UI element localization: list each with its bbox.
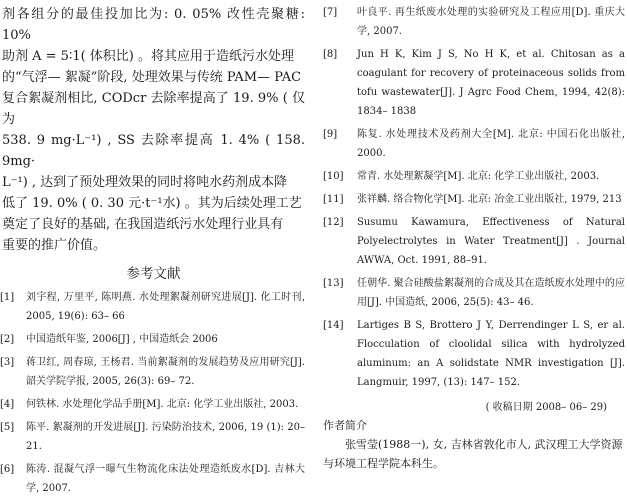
- left-column: [0, 0, 307, 498]
- reference-item: [323, 45, 627, 121]
- body-line: 复合絮凝剂相比, CODcr 去除率提高了 19. 9% ( 仅为: [2, 91, 305, 127]
- reference-number: [10]: [323, 171, 344, 182]
- body-paragraph: [2, 4, 305, 256]
- reference-text: 常青. 水处理絮凝学[M]. 北京: 化学工业出版社, 2003.: [357, 171, 600, 182]
- references-list-left: [0, 288, 307, 498]
- references-list-right: [323, 3, 627, 392]
- reference-item: [323, 125, 627, 163]
- reference-number: [12]: [323, 217, 344, 228]
- reference-item: [0, 418, 307, 456]
- received-date: ( 收稿日期 2008– 06– 29): [485, 402, 607, 413]
- reference-item: [0, 288, 307, 326]
- reference-number: [7]: [323, 7, 338, 18]
- reference-number: [13]: [323, 278, 344, 289]
- body-line: L⁻¹) , 达到了预处理效果的同时将吨水药剂成本降: [2, 175, 288, 190]
- reference-item: [323, 213, 627, 270]
- reference-text: 陈平. 絮凝剂的开发进展[J]. 污染防治技术, 2006, 19 (1): 20– 21.: [26, 422, 305, 452]
- reference-number: [8]: [323, 49, 338, 60]
- reference-number: [11]: [323, 194, 344, 205]
- author-intro-title: 作者简介: [323, 419, 367, 432]
- body-line: 低了 19. 0% ( 0. 30 元·t⁻¹水) 。其为后续处理工艺: [2, 196, 302, 211]
- body-line: 538. 9 mg·L⁻¹) , SS 去除率提高 1. 4% ( 158. 9mg·: [2, 133, 305, 169]
- reference-text: 何铁林. 水处理化学品手册[M]. 北京: 化学工业出版社, 2003.: [26, 399, 299, 410]
- reference-text: 叶良平. 再生纸废水处理的实验研究及工程应用[D]. 重庆大学, 2007.: [357, 7, 625, 37]
- reference-text: 蒋卫红, 周春琼, 王杨君. 当前絮凝剂的发展趋势及应用研究[J]. 韶关学院学报, 2005, 26(3): 69– 72.: [26, 357, 305, 387]
- reference-text: Susumu Kawamura, Effectiveness of Natural Polyelectrolytes in Water Treatment[J] . Journal AWWA, Oct. 1991, 88–91.: [357, 217, 625, 266]
- reference-number: [14]: [323, 320, 344, 331]
- reference-number: [6]: [0, 464, 15, 475]
- author-intro-text: 张雪莹(1988一), 女, 吉林省敦化市人, 武汉理工大学资源与环境工程学院本科生。: [323, 438, 623, 470]
- reference-text: Jun H K, Kim J S, No H K, et al. Chitosan as a coagulant for recovery of proteinaceous solids from tofu wastewater[J]. J Agrc Food Chem, 1994, 42(8): 1834– 1838: [357, 49, 625, 117]
- body-line: 奠定了良好的基础, 在我国造纸污水处理行业具有: [2, 217, 284, 232]
- reference-text: 任朝华. 聚合硅酸盐絮凝剂的合成及其在造纸废水处理中的应用[J]. 中国造纸, 2006, 25(5): 43– 46.: [357, 278, 625, 308]
- body-line: 助剂 A = 5∶1( 体积比) 。将其应用于造纸污水处理: [2, 49, 295, 64]
- body-line: 剂各组分的最佳投加比为: 0. 05% 改性壳聚糖: 10%: [2, 7, 305, 43]
- reference-number: [2]: [0, 334, 15, 345]
- reference-item: [323, 316, 627, 392]
- reference-text: 张祥麟. 络合物化学[M]. 北京: 冶金工业出版社, 1979, 213: [357, 194, 622, 205]
- reference-text: 中国造纸年鉴, 2006[J] , 中国造纸会 2006: [26, 334, 218, 345]
- reference-number: [5]: [0, 422, 15, 433]
- reference-item: [0, 395, 307, 414]
- body-line: 重要的推广价值。: [2, 238, 107, 253]
- reference-text: 陈复. 水处理技术及药剂大全[M]. 北京: 中国石化出版社, 2000.: [357, 129, 625, 159]
- references-heading: 参考文献: [126, 266, 181, 282]
- reference-item: [0, 330, 307, 349]
- reference-number: [1]: [0, 292, 15, 303]
- reference-text: 陈涛. 混凝气浮一曝气生物流化床法处理造纸废水[D]. 吉林大学, 2007.: [26, 464, 305, 494]
- reference-number: [9]: [323, 129, 338, 140]
- reference-number: [4]: [0, 399, 15, 410]
- reference-item: [0, 353, 307, 391]
- reference-number: [3]: [0, 357, 15, 368]
- right-column: [323, 0, 627, 473]
- reference-text: 刘宇程, 万里平, 陈明燕. 水处理絮凝剂研究进展[J]. 化工时刊, 2005, 19(6): 63– 66: [26, 292, 305, 322]
- reference-item: [0, 460, 307, 498]
- body-line: 的“气浮— 絮凝”阶段, 处理效果与传统 PAM— PAC: [2, 70, 302, 85]
- reference-item: [323, 3, 627, 41]
- reference-item: [323, 274, 627, 312]
- reference-text: Lartiges B S, Brottero J Y, Derrendinger L S, er al. Flocculation of cloolidal silica with hydrolyzed aluminum: an A solidstate NMR investigation [J]. Langmuir, 1997, (13): 147– 152.: [357, 320, 625, 388]
- reference-item: [323, 190, 627, 209]
- reference-item: [323, 167, 627, 186]
